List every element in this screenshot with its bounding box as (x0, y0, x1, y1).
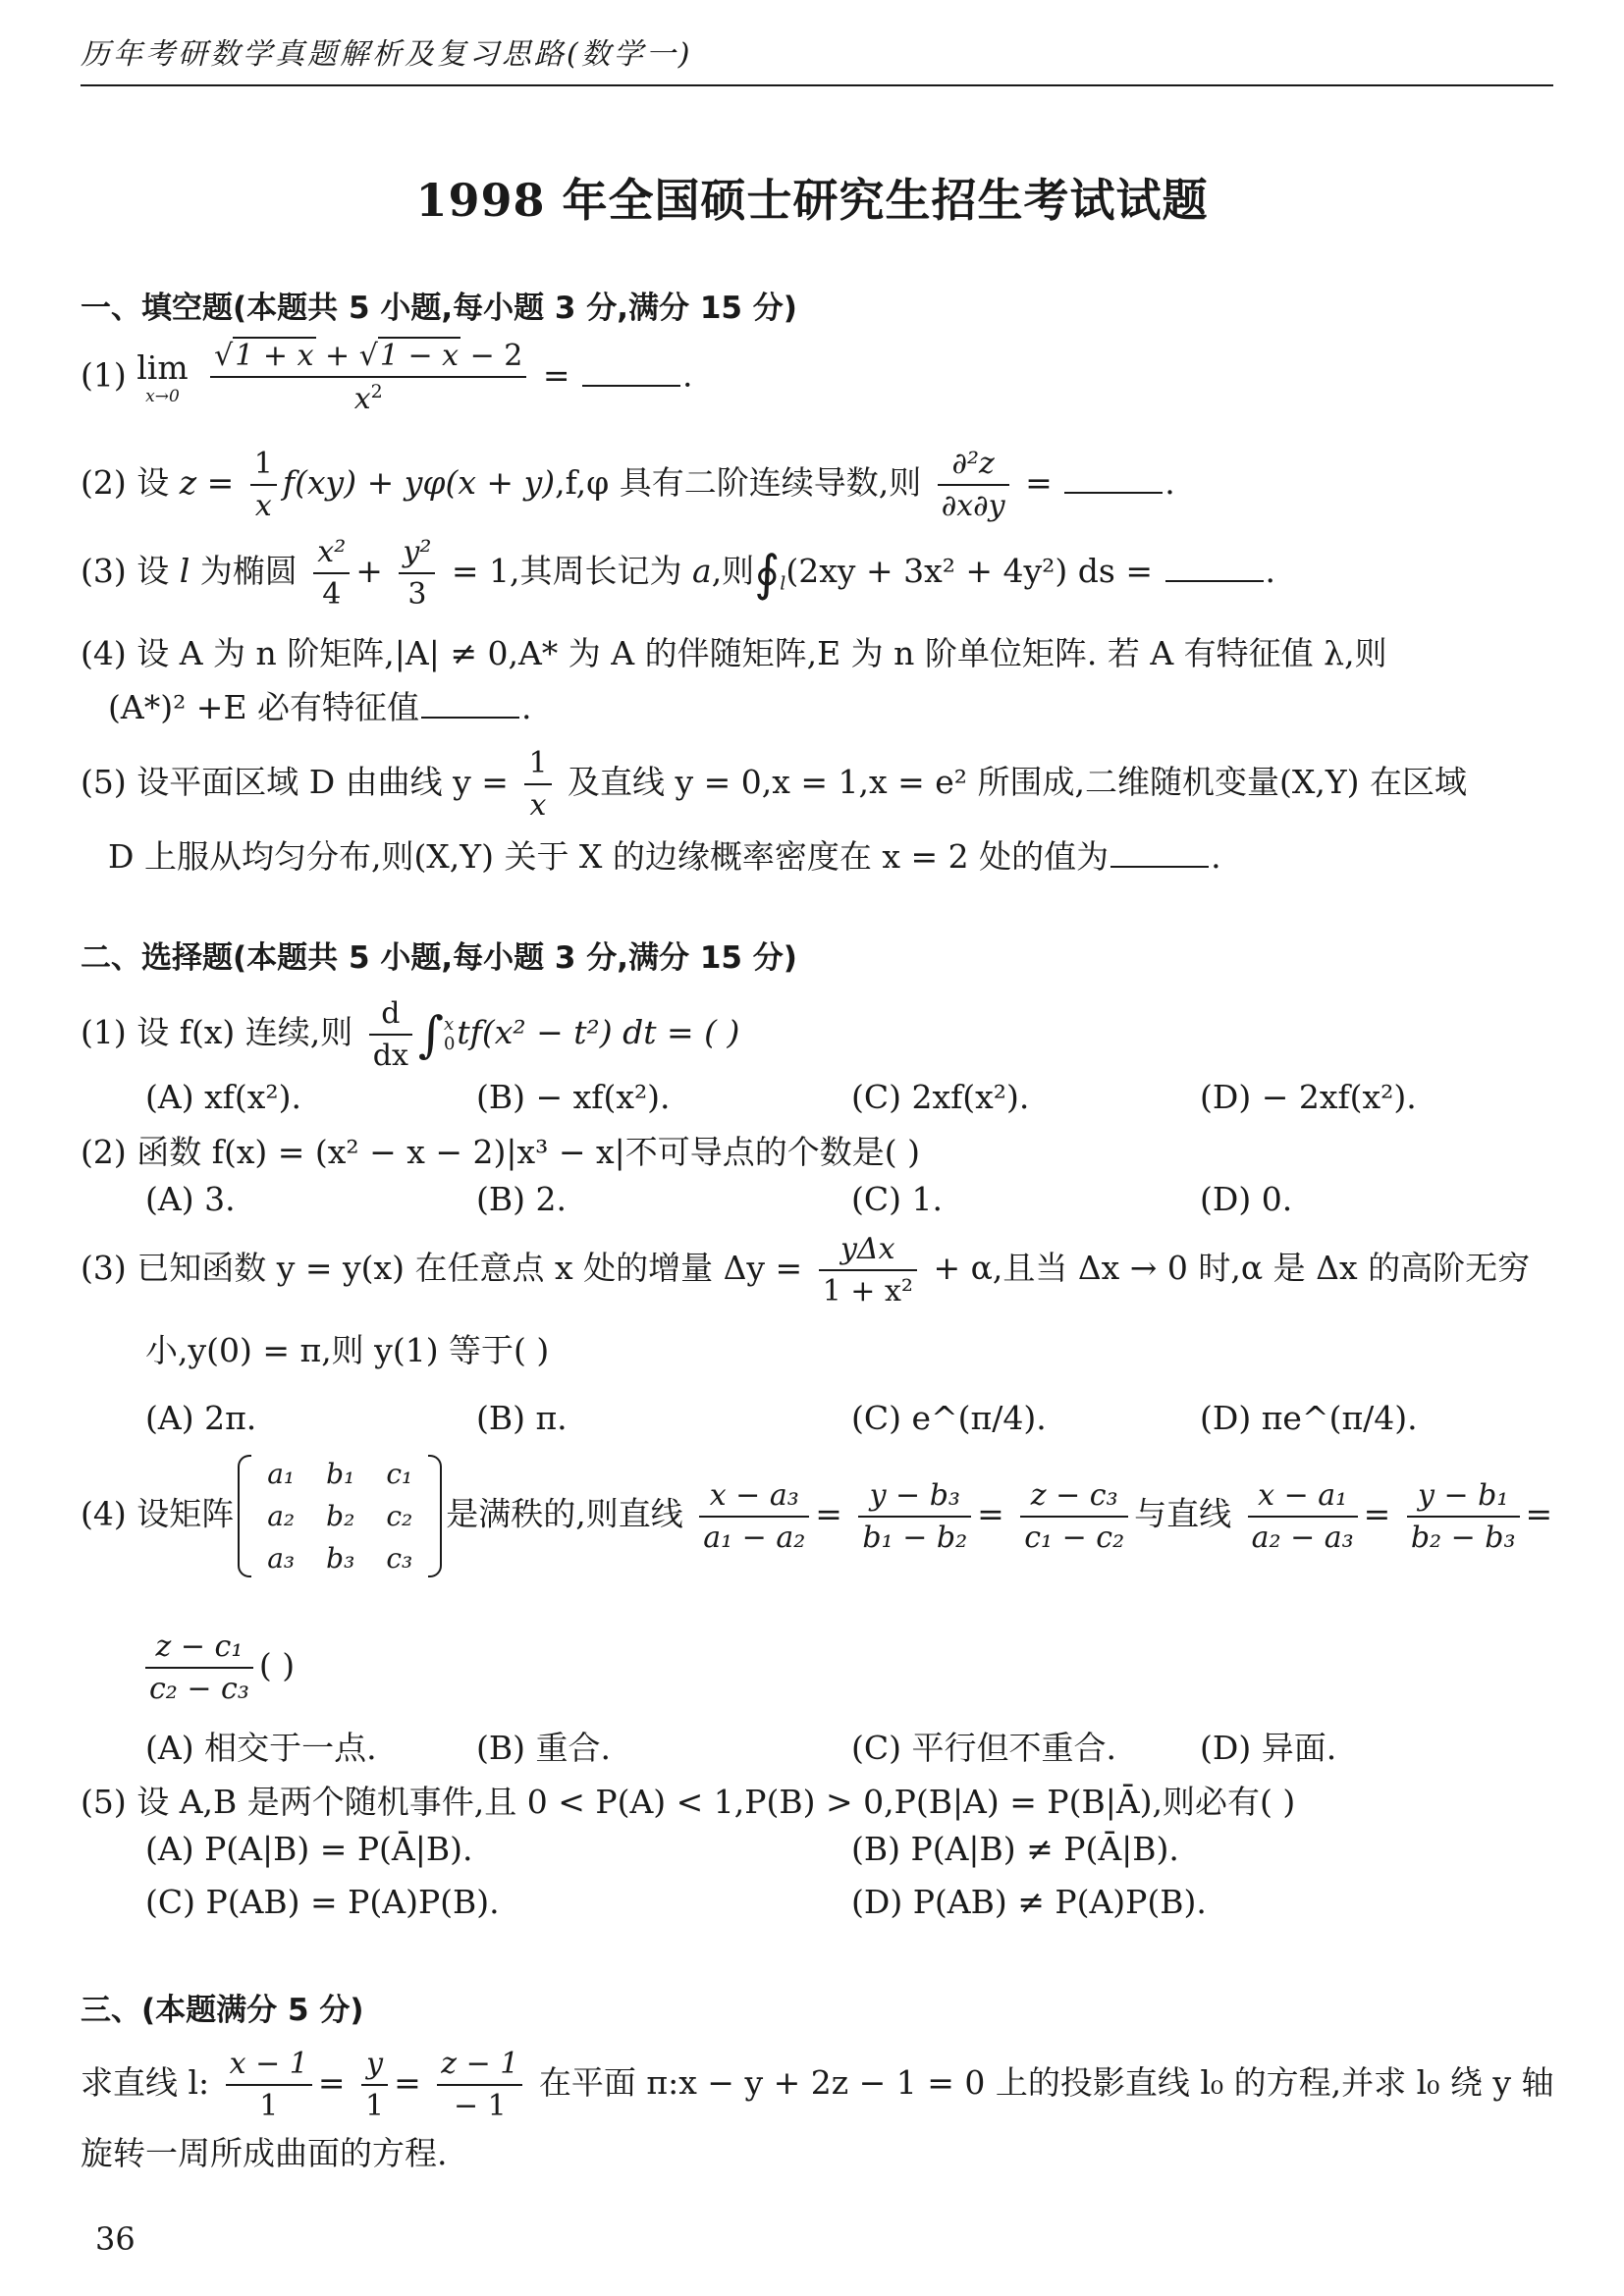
choice-2-3-b[interactable]: (B) π. (476, 1399, 568, 1437)
fraction: $\frac{1}{x}$ (524, 746, 551, 823)
choice-2-2-a[interactable]: (A) 3. (145, 1180, 236, 1218)
contour-integral-sign: ∮ (754, 545, 781, 602)
choice-2-5-b[interactable]: (B) P(A|B) ≠ P(Ā|B). (851, 1830, 1179, 1868)
choice-2-4-c[interactable]: (C) 平行但不重合. (851, 1729, 1116, 1767)
question-2-5: (5) 设 A,B 是两个随机事件,且 0 < P(A) < 1,P(B) > 0,P(B|A) = P(B|Ā),则必有( ) (81, 1783, 1296, 1821)
choice-2-4-d[interactable]: (D) 异面. (1200, 1729, 1337, 1767)
choice-2-3-d[interactable]: (D) πe^(π/4). (1200, 1399, 1418, 1437)
line-2-y-term: $\frac{\text{y − b₁}}{\text{b₂ − b₃}}$ (1407, 1478, 1520, 1555)
answer-blank (1165, 557, 1264, 582)
integral-sign: ∫ (417, 1006, 444, 1063)
choice-2-1-d[interactable]: (D) − 2xf(x²). (1200, 1078, 1417, 1116)
problem-3-line-1: 求直线 l: $\frac{x - 1}{1}$ = $\frac{y}{1}$ = $\frac{z - 1}{- 1}$ 在平面 π:x − y + 2z − 1 = 0 上的投影直线 l₀ 的方程,并求 l₀ 绕 y 轴 (81, 2047, 1554, 2123)
fraction: $\frac{\text{yΔx}}{\text{1 + x²}}$ (819, 1232, 917, 1308)
fraction: $\frac{\text{y²}}{3}$ (399, 535, 435, 612)
question-1-4-line-1: (4) 设 A 为 n 阶矩阵,|A| ≠ 0,A* 为 A 的伴随矩阵,E 为 n 阶单位矩阵. 若 A 有特征值 λ,则 (81, 634, 1387, 672)
problem-3-line-2: 旋转一周所成曲面的方程. (81, 2134, 448, 2172)
fraction: $\frac{x - 1}{1}$ (226, 2047, 312, 2123)
answer-blank (1064, 468, 1163, 494)
line-1-z-term: $\frac{\text{z − c₃}}{\text{c₁ − c₂}}$ (1020, 1478, 1128, 1555)
fraction: $\frac{\text{x²}}{4}$ (313, 535, 350, 612)
answer-blank (1110, 842, 1209, 868)
fraction: $\frac{y}{1}$ (361, 2047, 388, 2123)
question-1-4-line-2: (A*)² +E 必有特征值 . (108, 688, 532, 726)
question-2-4-line-2: $\frac{\text{z − c₁}}{\text{c₂ − c₃}}$ ( ) (145, 1629, 1618, 1706)
header-rule (81, 84, 1553, 86)
question-2-3-line-1: (3) 已知函数 y = y(x) 在任意点 x 处的增量 Δy = $\frac{\text{yΔx}}{\text{1 + x²}}$ + α,且当 Δx → 0 时,α 是 Δx 的高阶无穷 (81, 1232, 1531, 1308)
limit-operator: lim x→0 (136, 348, 189, 406)
fraction: $\frac{1}{x}$ (250, 447, 277, 523)
limit-fraction: $\frac{√1 + x + √1 - x - 2}{x^2}$ (210, 339, 526, 416)
question-number: (1) (81, 355, 127, 395)
question-2-1: (1) 设 f(x) 连续,则 $\frac{d}{dx}$ ∫x 0tf(x² − t²) dt = ( ) (81, 996, 740, 1073)
section-heading-multiple-choice: 二、选择题(本题共 5 小题,每小题 3 分,满分 15 分) (81, 940, 797, 976)
question-2-3-line-2: 小,y(0) = π,则 y(1) 等于( ) (145, 1331, 550, 1369)
fraction: $\frac{z - 1}{- 1}$ (437, 2047, 522, 2123)
answer-blank (582, 361, 680, 387)
choice-2-5-a[interactable]: (A) P(A|B) = P(Ā|B). (145, 1830, 473, 1868)
choice-2-2-c[interactable]: (C) 1. (851, 1180, 943, 1218)
line-2-x-term: $\frac{\text{x − a₁}}{\text{a₂ − a₃}}$ (1248, 1478, 1358, 1555)
choice-2-2-d[interactable]: (D) 0. (1200, 1180, 1293, 1218)
choice-2-1-a[interactable]: (A) xf(x²). (145, 1078, 301, 1116)
question-1-3: (3) 设 l 为椭圆 $\frac{\text{x²}}{4}$ + $\frac{\text{y²}}{3}$ = 1,其周长记为 a,则$∮_l(2xy + 3x^2 + 4y^2)$ ds = . (81, 535, 1275, 612)
line-2-z-term: $\frac{\text{z − c₁}}{\text{c₂ − c₃}}$ (145, 1629, 253, 1706)
derivative-operator: $\frac{d}{dx}$ (369, 996, 412, 1073)
question-1-1: (1) lim x→0 $\frac{√1 + x + √1 - x - 2}{x^2}$ = . (81, 339, 693, 416)
line-1-x-term: $\frac{\text{x − a₃}}{\text{a₁ − a₂}}$ (699, 1478, 809, 1555)
question-1-5-line-1: (5) 设平面区域 D 由曲线 y = $\frac{1}{x}$ 及直线 y = 0,x = 1,x = e² 所围成,二维随机变量(X,Y) 在区域 (81, 746, 1468, 823)
choice-2-1-b[interactable]: (B) − xf(x²). (476, 1078, 671, 1116)
section-heading-fill-in: 一、填空题(本题共 5 小题,每小题 3 分,满分 15 分) (81, 291, 797, 326)
page-number: 36 (95, 2220, 135, 2258)
choice-2-4-b[interactable]: (B) 重合. (476, 1729, 611, 1767)
question-2-4-line-1: (4) 设矩阵 a₁ b₁ c₁ a₂ b₂ c₂ a₃ b₃ c₃ 是满秩的,则直线 $\frac{\text{x − a₃}}{\text{a₁ − a₂}}$ = $\frac{\text{y − b₃}}{\text{b₁ − b₂}}$ = $\frac{\text{z − c₃}}{\text{c₁ − c₂}}$ 与直线 $\frac{\text{x − a₁}}{\text{a₂ − a₃}}$ = $\frac{\text{y − b₁}}{\text{b₂ − b₃}}$ = (81, 1453, 1553, 1579)
question-1-2: (2) 设 z = $\frac{1}{x}$ f(xy) + yφ(x + y),f,φ 具有二阶连续导数,则 $\frac{\text{∂²z}}{\partial x\partial y}$ = . (81, 447, 1175, 523)
choice-2-3-a[interactable]: (A) 2π. (145, 1399, 257, 1437)
partial-derivative: $\frac{\text{∂²z}}{\partial x\partial y}$ (938, 447, 1009, 523)
answer-blank (421, 693, 519, 719)
choice-2-4-a[interactable]: (A) 相交于一点. (145, 1729, 377, 1767)
choice-2-1-c[interactable]: (C) 2xf(x²). (851, 1078, 1030, 1116)
coefficient-matrix: a₁ b₁ c₁ a₂ b₂ c₂ a₃ b₃ c₃ (238, 1453, 442, 1579)
line-1-y-term: $\frac{\text{y − b₃}}{\text{b₁ − b₂}}$ (858, 1478, 971, 1555)
section-heading-problem-3: 三、(本题满分 5 分) (81, 1993, 364, 2028)
page-title: 1998 年全国硕士研究生招生考试试题 (415, 174, 1209, 227)
choice-2-5-c[interactable]: (C) P(AB) = P(A)P(B). (145, 1883, 500, 1921)
choice-2-3-c[interactable]: (C) e^(π/4). (851, 1399, 1047, 1437)
choice-2-5-d[interactable]: (D) P(AB) ≠ P(A)P(B). (851, 1883, 1207, 1921)
question-2-2: (2) 函数 f(x) = (x² − x − 2)|x³ − x|不可导点的个数是( ) (81, 1133, 920, 1171)
running-header: 历年考研数学真题解析及复习思路(数学一) (81, 37, 693, 72)
question-1-5-line-2: D 上服从均匀分布,则(X,Y) 关于 X 的边缘概率密度在 x = 2 处的值为 . (108, 837, 1221, 876)
choice-2-2-b[interactable]: (B) 2. (476, 1180, 567, 1218)
